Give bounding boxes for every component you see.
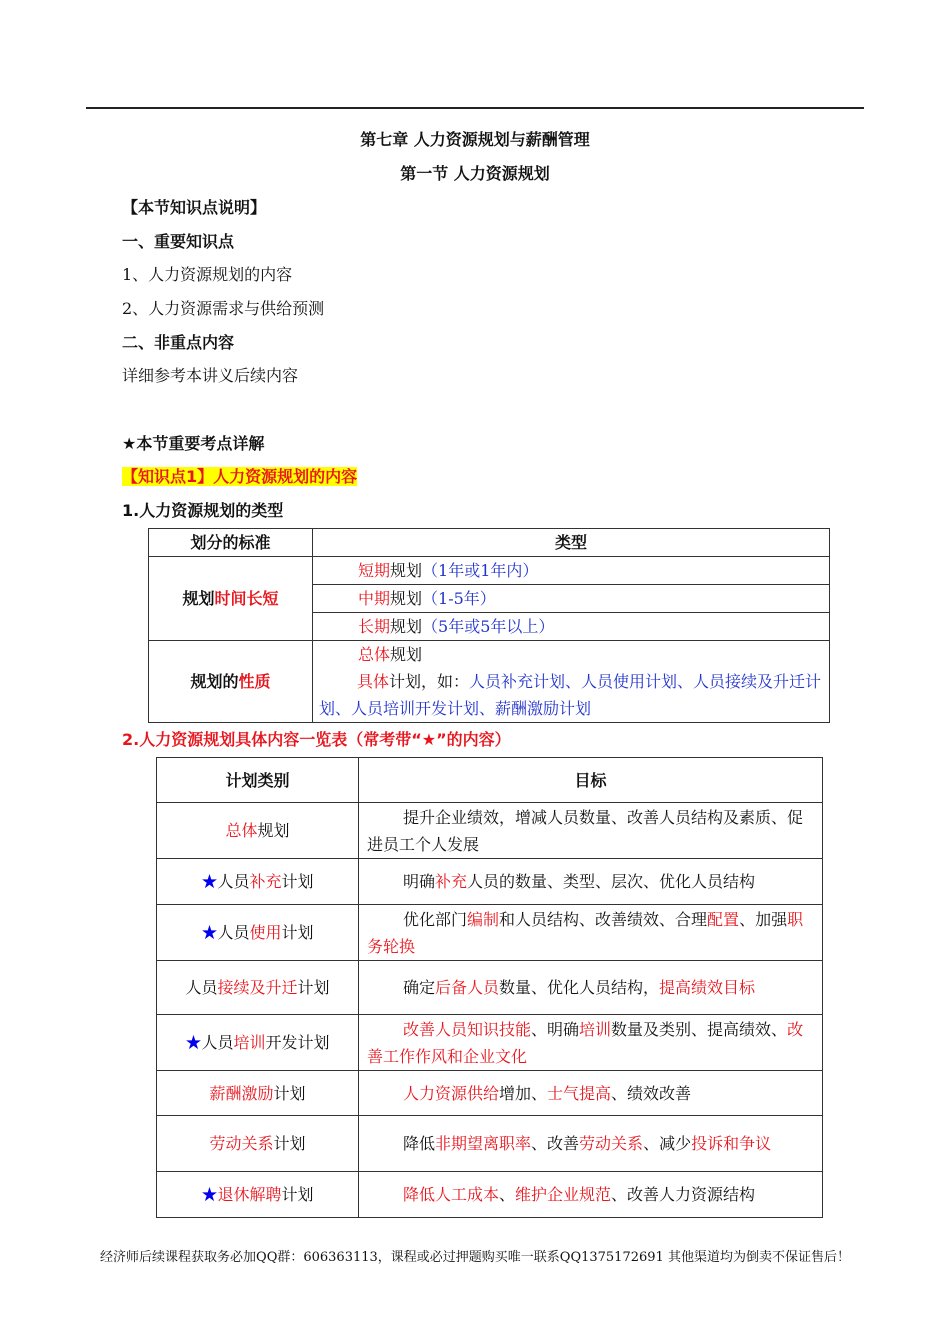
- type-cell: 总体规划: [313, 641, 830, 669]
- category-text: 计划: [281, 923, 314, 942]
- goal-text: 降低: [403, 1134, 436, 1153]
- plan-category-cell: [157, 1015, 359, 1071]
- type-cell: 中期规划（1-5年）: [313, 585, 830, 613]
- category-text: 人员: [217, 872, 250, 891]
- goal-text: 、加强: [739, 909, 788, 929]
- goal-text: 确定: [403, 978, 436, 997]
- goal-text: 优化部门: [403, 909, 468, 929]
- goal-keyword: 劳动关系: [579, 1134, 644, 1153]
- goal-keyword: 配置: [707, 909, 740, 929]
- plan-goal-cell: [359, 905, 823, 961]
- goal-text: 、减少: [643, 1134, 692, 1153]
- header-cell: 类型: [313, 529, 830, 557]
- header-rule: [86, 107, 864, 109]
- goal-keyword: 改善人员知识技能: [403, 1019, 532, 1039]
- goal-keyword: 投诉和争议: [691, 1134, 772, 1153]
- goal-text: 人员的数量、类型、层次、优化人员结构: [467, 872, 756, 891]
- plan-category-cell: [157, 859, 359, 905]
- plan-category-cell: [157, 1116, 359, 1172]
- category-keyword: 退休解聘: [217, 1185, 282, 1204]
- table-row: [149, 557, 830, 585]
- header-cell: 计划类别: [157, 758, 359, 803]
- category-text: 计划: [281, 1185, 314, 1204]
- criterion-time: 规划时间长短: [149, 557, 313, 641]
- plan-category-cell: [157, 803, 359, 859]
- criterion-nature: 规划的性质: [149, 641, 313, 723]
- plan-category-cell: [157, 1172, 359, 1218]
- goal-text: 、: [499, 1185, 516, 1204]
- goal-keyword: 人力资源供给: [403, 1083, 500, 1103]
- category-keyword: 补充: [249, 872, 282, 891]
- plan-goal-cell: [359, 803, 823, 859]
- plan-goal-cell: [359, 1172, 823, 1218]
- table-row: [157, 859, 823, 905]
- category-text: 计划: [273, 1134, 306, 1153]
- goal-keyword: 改善工作作风和企业文化: [367, 1019, 804, 1066]
- types-subheading: 1.人力资源规划的类型: [122, 501, 284, 520]
- category-keyword: 使用: [249, 923, 282, 942]
- goal-keyword: 培训: [579, 1019, 612, 1039]
- category-text: 计划: [273, 1083, 306, 1103]
- plan-goal-cell: [359, 859, 823, 905]
- kp1-highlight: 【知识点1】人力资源规划的内容: [122, 467, 358, 486]
- goal-text: 、改善人力资源结构: [611, 1185, 756, 1204]
- table-row: [149, 641, 830, 669]
- goal-keyword: 士气提高: [547, 1083, 612, 1103]
- star-icon: ★: [201, 872, 218, 891]
- goal-keyword: 维护企业规范: [515, 1185, 612, 1204]
- goal-keyword: 降低人工成本: [403, 1185, 500, 1204]
- footer-notice: 经济师后续课程获取务必加QQ群：606363113，课程或必过押题购买唯一联系QQ1375172691 其他渠道均为倒卖不保证售后！: [100, 1250, 850, 1265]
- category-text: 规划: [257, 821, 290, 840]
- important-item: 1、人力资源规划的内容: [122, 265, 293, 284]
- plan-goal-cell: [359, 1071, 823, 1116]
- plan-content-table: [156, 757, 823, 1218]
- category-text: 计划: [297, 978, 330, 997]
- header-cell: 划分的标准: [149, 529, 313, 557]
- table-row: [157, 961, 823, 1015]
- overview-heading: 【本节知识点说明】: [122, 198, 267, 217]
- table-row: [157, 905, 823, 961]
- table-header-row: [149, 529, 830, 557]
- category-text: 人员: [201, 1033, 234, 1052]
- table-row: [157, 1071, 823, 1116]
- goal-text: 明确: [403, 872, 436, 891]
- category-text: 人员: [217, 923, 250, 942]
- category-keyword: 接续及升迁: [217, 978, 298, 997]
- plan-category-cell: [157, 905, 359, 961]
- goal-text: 、绩效改善: [611, 1083, 692, 1103]
- table-row: [157, 1172, 823, 1218]
- star-icon: ★: [185, 1033, 202, 1052]
- plan-list-subheading: 2.人力资源规划具体内容一览表（常考带“★”的内容）: [122, 730, 511, 749]
- table-row: [157, 1015, 823, 1071]
- goal-keyword: 补充: [435, 872, 468, 891]
- plan-category-cell: [157, 961, 359, 1015]
- plan-category-cell: [157, 1071, 359, 1116]
- category-text: 人员: [185, 978, 218, 997]
- goal-text: 数量及类别、提高绩效、: [611, 1019, 788, 1039]
- category-text: 开发计划: [265, 1033, 330, 1052]
- goal-text: 增加、: [499, 1083, 548, 1103]
- section-title: 第一节 人力资源规划: [400, 164, 550, 183]
- knowledge-point-1-heading: [122, 464, 357, 487]
- star-icon: ★: [201, 923, 218, 942]
- table-row: [157, 803, 823, 859]
- important-item: 2、人力资源需求与供给预测: [122, 299, 325, 318]
- type-cell: 短期规划（1年或1年内）: [313, 557, 830, 585]
- header-cell: 目标: [359, 758, 823, 803]
- goal-keyword: 职务轮换: [367, 909, 804, 956]
- table-row: [157, 1116, 823, 1172]
- goal-keyword: 后备人员: [435, 978, 500, 997]
- details-heading: ★本节重要考点详解: [122, 434, 265, 453]
- chapter-title: 第七章 人力资源规划与薪酬管理: [360, 130, 590, 149]
- plan-goal-cell: [359, 1116, 823, 1172]
- important-heading: 一、重要知识点: [122, 232, 235, 251]
- nonkey-text: 详细参考本讲义后续内容: [122, 366, 299, 385]
- goal-text: 提升企业绩效，增减人员数量、改善人员结构及素质、促进员工个人发展: [367, 807, 804, 854]
- goal-text: 和人员结构、改善绩效、合理: [499, 909, 708, 929]
- star-icon: ★: [201, 1185, 218, 1204]
- goal-text: 、明确: [531, 1019, 580, 1039]
- plan-goal-cell: [359, 1015, 823, 1071]
- nonkey-heading: 二、非重点内容: [122, 333, 235, 352]
- table-header-row: [157, 758, 823, 803]
- goal-text: 、改善: [531, 1134, 580, 1153]
- type-cell: 长期规划（5年或5年以上）: [313, 613, 830, 641]
- goal-text: 数量、优化人员结构，: [499, 978, 660, 997]
- category-keyword: 总体: [225, 821, 258, 840]
- plan-types-table: [148, 528, 830, 723]
- category-keyword: 劳动关系: [209, 1134, 274, 1153]
- type-cell: 具体计划，如：人员补充计划、人员使用计划、人员接续及升迁计划、人员培训开发计划、薪酬激励计划: [313, 668, 830, 723]
- goal-keyword: 非期望离职率: [435, 1134, 532, 1153]
- category-text: 计划: [281, 872, 314, 891]
- goal-keyword: 编制: [467, 909, 500, 929]
- category-keyword: 培训: [233, 1033, 266, 1052]
- category-keyword: 薪酬激励: [209, 1083, 274, 1103]
- plan-goal-cell: [359, 961, 823, 1015]
- goal-keyword: 提高绩效目标: [659, 978, 756, 997]
